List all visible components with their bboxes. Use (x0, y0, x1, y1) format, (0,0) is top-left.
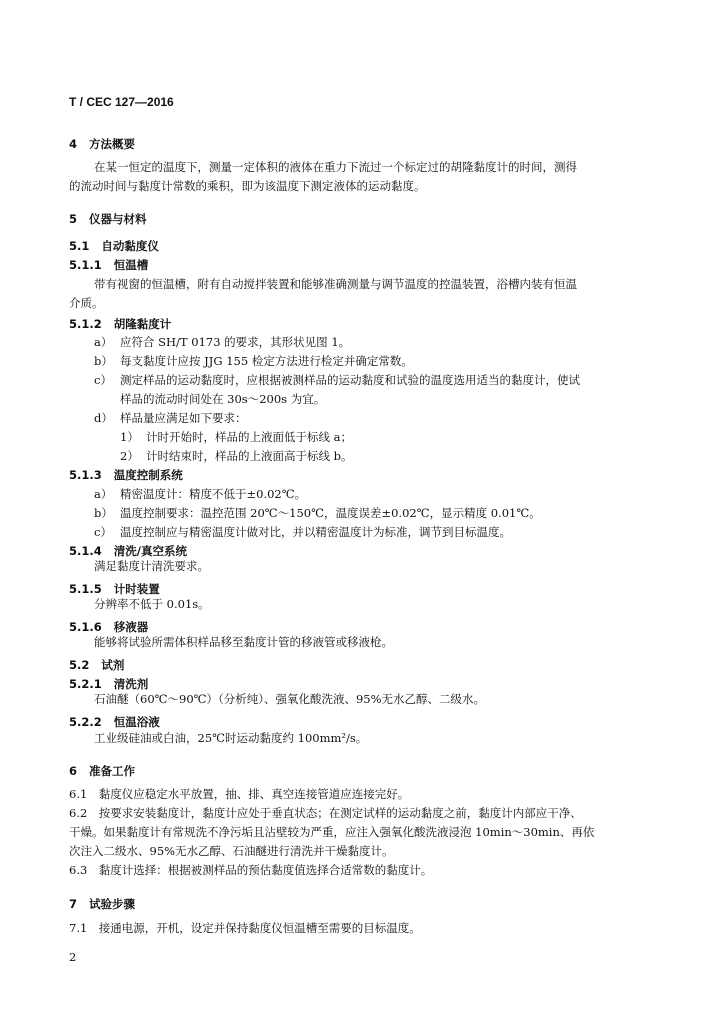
section-title: 清洗剂 (113, 677, 149, 691)
section-number: 5.1.4 (69, 544, 102, 558)
list-text: 计时结束时，样品的上液面高于标线 b。 (146, 449, 353, 463)
section-number: 7 (69, 897, 78, 911)
section-number: 5.1.5 (69, 582, 102, 596)
list-marker: d） (94, 411, 113, 425)
list-marker: b） (94, 506, 113, 520)
list-item (94, 353, 413, 369)
sub-list-item (120, 429, 352, 445)
list-marker: b） (94, 354, 113, 368)
list-marker: 2） (120, 449, 139, 463)
paragraph: 在某一恒定的温度下，测量一定体积的液体在重力下流过一个标定过的胡隆黏度计的时间，测得 (94, 160, 577, 174)
section-number: 5.2 (69, 658, 90, 672)
section-6-heading (69, 763, 135, 779)
paragraph: 带有视窗的恒温槽，附有自动搅拌装置和能够准确测量与调节温度的控温装置，浴槽内装有恒温 (94, 277, 577, 291)
section-title: 恒温槽 (113, 258, 149, 272)
section-title: 温度控制系统 (113, 468, 183, 482)
section-number: 5.1 (69, 239, 90, 253)
section-number: 4 (69, 137, 78, 151)
clause-6-2: 6.2 按要求安装黏度计，黏度计应处于垂直状态；在测定试样的运动黏度之前，黏度计内部应干净、 (69, 806, 582, 820)
section-5-2-heading (69, 657, 124, 673)
list-text: 每支黏度计应按 JJG 155 检定方法进行检定并确定常数。 (120, 354, 413, 368)
section-5-1-heading (69, 238, 159, 254)
standard-header: T / CEC 127—2016 (69, 95, 174, 109)
section-title: 准备工作 (89, 764, 136, 778)
paragraph: 干燥。如果黏度计有常规洗不净污垢且沾壁较为严重，应注入强氧化酸洗液浸泡 10min～30min、再依 (69, 825, 595, 839)
list-marker: c） (94, 373, 112, 387)
section-number: 5.1.2 (69, 317, 102, 331)
list-text: 精密温度计：精度不低于±0.02℃。 (120, 487, 307, 501)
paragraph: 能够将试验所需体积样品移至黏度计管的移液管或移液枪。 (94, 635, 393, 649)
list-marker: a） (94, 335, 113, 349)
paragraph: 满足黏度计清洗要求。 (94, 559, 209, 573)
paragraph: 的流动时间与黏度计常数的乘积，即为该温度下测定液体的运动黏度。 (69, 179, 426, 193)
list-continuation: 样品的流动时间处在 30s～200s 为宜。 (120, 392, 326, 406)
list-marker: c） (94, 525, 112, 539)
section-5-1-1-heading (69, 257, 148, 273)
list-marker: 1） (120, 430, 139, 444)
section-title: 计时装置 (113, 582, 160, 596)
list-item (94, 505, 541, 521)
section-5-1-2-heading (69, 316, 171, 332)
list-text: 样品量应满足如下要求： (120, 411, 247, 425)
paragraph: 石油醚（60℃～90℃）（分析纯）、强氧化酸洗液、95%无水乙醇、二级水。 (94, 692, 486, 706)
section-title: 移液器 (113, 620, 149, 634)
list-marker: a） (94, 487, 113, 501)
section-title: 方法概要 (89, 137, 136, 151)
section-title: 胡隆黏度计 (113, 317, 172, 331)
clause-6-3: 6.3 黏度计选择：根据被测样品的预估黏度值选择合适常数的黏度计。 (69, 863, 433, 877)
section-title: 试验步骤 (89, 897, 136, 911)
section-number: 5.2.1 (69, 677, 102, 691)
section-title: 自动黏度仪 (101, 239, 159, 253)
list-text: 测定样品的运动黏度时，应根据被测样品的运动黏度和试验的温度选用适当的黏度计，使试 (120, 373, 580, 387)
section-number: 5.1.3 (69, 468, 102, 482)
clause-6-1: 6.1 黏度仪应稳定水平放置，抽、排、真空连接管道应连接完好。 (69, 787, 410, 801)
list-item (94, 524, 511, 540)
section-number: 6 (69, 764, 78, 778)
section-title: 仪器与材料 (89, 212, 147, 226)
sub-list-item (120, 448, 353, 464)
list-item (94, 334, 350, 350)
section-5-1-3-heading (69, 467, 183, 483)
section-title: 试剂 (101, 658, 125, 672)
list-item (94, 372, 580, 388)
list-text: 温度控制要求：温控范围 20℃～150℃，温度误差±0.02℃，显示精度 0.01℃。 (120, 506, 541, 520)
list-item (94, 486, 306, 502)
section-title: 清洗/真空系统 (113, 544, 187, 558)
paragraph: 分辨率不低于 0.01s。 (94, 597, 210, 611)
section-5-2-2-heading (69, 714, 160, 730)
section-7-heading (69, 896, 135, 912)
paragraph: 介质。 (69, 296, 104, 310)
section-number: 5.1.6 (69, 620, 102, 634)
section-number: 5.2.2 (69, 715, 102, 729)
list-text: 应符合 SH/T 0173 的要求，其形状见图 1。 (120, 335, 351, 349)
clause-7-1: 7.1 接通电源，开机，设定并保持黏度仪恒温槽至需要的目标温度。 (69, 921, 421, 935)
section-number: 5 (69, 212, 78, 226)
page-number: 2 (69, 950, 77, 964)
list-item (94, 410, 247, 426)
section-title: 恒温浴液 (113, 715, 160, 729)
section-number: 5.1.1 (69, 258, 102, 272)
paragraph: 次注入二级水、95%无水乙醇、石油醚进行清洗并干燥黏度计。 (69, 844, 394, 858)
section-5-heading (69, 211, 147, 227)
list-text: 温度控制应与精密温度计做对比，并以精密温度计为标准，调节到目标温度。 (120, 525, 511, 539)
section-4-heading (69, 136, 135, 152)
paragraph: 工业级硅油或白油，25℃时运动黏度约 100mm²/s。 (94, 731, 368, 745)
list-text: 计时开始时，样品的上液面低于标线 a； (146, 430, 353, 444)
